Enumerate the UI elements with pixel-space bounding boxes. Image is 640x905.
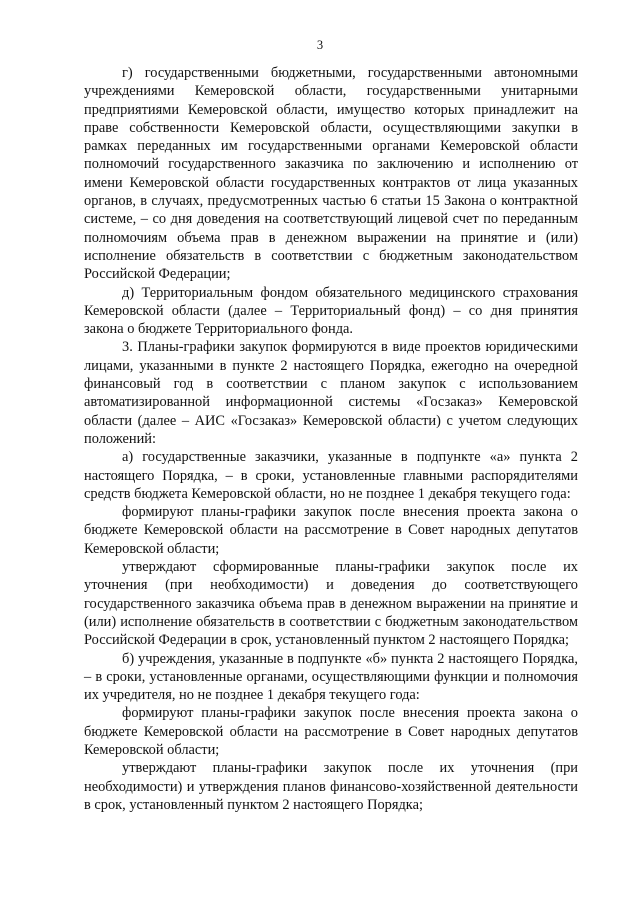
document-body <box>84 64 578 814</box>
paragraph-d-territorial-fund: д) Территориальным фондом обязательного медицинского страхования Кемеровской области (далее – Территориальный фонд) – со дня принятия закона о бюджете Территориального фонда. <box>84 284 578 338</box>
paragraph-b-approve-schedules: утверждают планы-графики закупок после их уточнения (при необходимости) и утверждения планов финансово-хозяйственной деятельности в срок, установленный пунктом 2 настоящего Порядка; <box>84 760 578 813</box>
paragraph-g-state-institutions: г) государственными бюджетными, государственными автономными учреждениями Кемеровской области, государственными унитарными предприятиями Кемеровской области, имущество которых принадлежит на праве собственности Кемеровской области, осуществляющими закупки в рамках переданных им государственными органами Кемеровской области полномочий государственного заказчика по заключению и исполнению от имени Кемеровской области государственных контрактов от лица указанных органов, в случаях, предусмотренных частью 6 статьи 15 Закона о контрактной системе, – со дня доведения на соответствующий лицевой счет по переданным полномочиям объема прав в денежном выражении на принятие и (или) исполнение обязательств в соответствии с бюджетным законодательством Российской Федерации; <box>84 65 578 283</box>
paragraph-3-schedules: 3. Планы-графики закупок формируются в виде проектов юридическими лицами, указанными в пункте 2 настоящего Порядка, ежегодно на очередной финансовый год в соответствии с планом закупок с использованием автоматизированной информационной системы «Госзаказ» Кемеровской области (далее – АИС «Госзаказ» Кемеровской области) с учетом следующих положений: <box>84 339 578 447</box>
paragraph-b-institutions: б) учреждения, указанные в подпункте «б» пункта 2 настоящего Порядка, – в сроки, установленные органами, осуществляющими функции и полномочия их учредителя, но не позднее 1 декабря текущего года: <box>84 650 578 704</box>
paragraph-b-form-schedules: формируют планы-графики закупок после внесения проекта закона о бюджете Кемеровской области на рассмотрение в Совет народных депутатов Кемеровской области; <box>84 705 578 758</box>
paragraph-a-form-schedules: формируют планы-графики закупок после внесения проекта закона о бюджете Кемеровской области на рассмотрение в Совет народных депутатов Кемеровской области; <box>84 504 578 557</box>
paragraph-a-approve-schedules: утверждают сформированные планы-графики закупок после их уточнения (при необходимости) и доведения до соответствующего государственного заказчика объема прав в денежном выражении на принятие и (или) исполнение обязательств в соответствии с бюджетным законодательством Российской Федерации в срок, установленный пунктом 2 настоящего Порядка; <box>84 559 578 649</box>
paragraph-a-state-customers: а) государственные заказчики, указанные в подпункте «а» пункта 2 настоящего Порядка, – в сроки, установленные главными распорядителями средств бюджета Кемеровской области, но не позднее 1 декабря текущего года: <box>84 449 578 502</box>
page-number: 3 <box>316 38 324 52</box>
